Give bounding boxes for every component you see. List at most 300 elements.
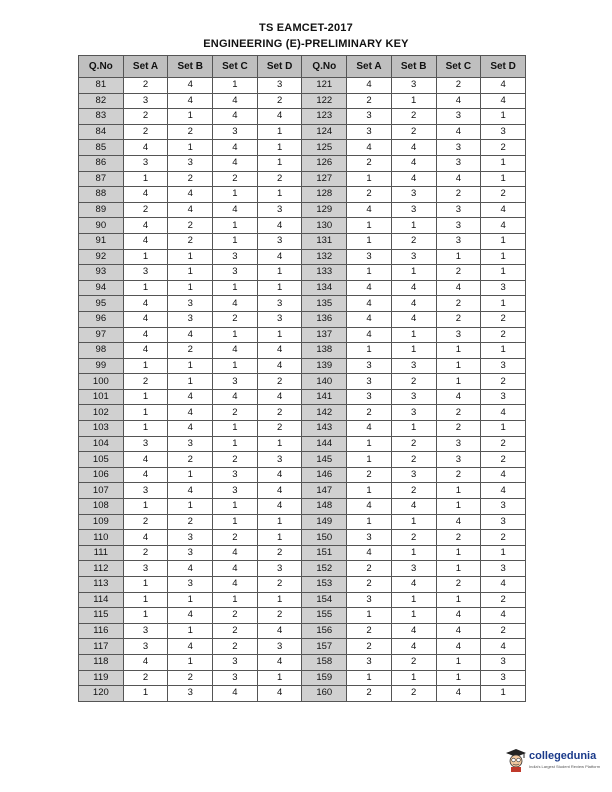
answer-cell: 1 bbox=[213, 280, 258, 296]
question-number-cell: 156 bbox=[302, 623, 347, 639]
table-row bbox=[79, 124, 526, 140]
answer-cell: 1 bbox=[391, 608, 436, 624]
answer-cell: 1 bbox=[436, 592, 481, 608]
table-row bbox=[79, 187, 526, 203]
answer-cell: 1 bbox=[391, 265, 436, 281]
question-number-cell: 157 bbox=[302, 639, 347, 655]
table-row bbox=[79, 623, 526, 639]
answer-cell: 4 bbox=[347, 545, 392, 561]
answer-cell: 4 bbox=[213, 561, 258, 577]
answer-cell: 2 bbox=[257, 171, 302, 187]
answer-cell: 3 bbox=[168, 545, 213, 561]
answer-cell: 1 bbox=[123, 499, 168, 515]
question-number-cell: 139 bbox=[302, 358, 347, 374]
question-number-cell: 113 bbox=[79, 577, 124, 593]
answer-cell: 4 bbox=[257, 499, 302, 515]
document-title: TS EAMCET-2017 bbox=[259, 22, 353, 34]
table-row bbox=[79, 358, 526, 374]
answer-cell: 1 bbox=[347, 171, 392, 187]
answer-cell: 1 bbox=[213, 187, 258, 203]
answer-cell: 1 bbox=[481, 249, 526, 265]
answer-cell: 2 bbox=[123, 124, 168, 140]
table-row bbox=[79, 343, 526, 359]
answer-cell: 4 bbox=[391, 296, 436, 312]
answer-cell: 1 bbox=[168, 499, 213, 515]
answer-cell: 4 bbox=[347, 140, 392, 156]
answer-cell: 4 bbox=[481, 577, 526, 593]
answer-cell: 2 bbox=[436, 187, 481, 203]
table-row bbox=[79, 327, 526, 343]
answer-cell: 3 bbox=[391, 358, 436, 374]
question-number-cell: 150 bbox=[302, 530, 347, 546]
answer-cell: 1 bbox=[347, 483, 392, 499]
question-number-cell: 136 bbox=[302, 311, 347, 327]
answer-cell: 3 bbox=[347, 109, 392, 125]
answer-cell: 2 bbox=[436, 265, 481, 281]
answer-cell: 3 bbox=[213, 249, 258, 265]
answer-cell: 2 bbox=[391, 530, 436, 546]
question-number-cell: 126 bbox=[302, 155, 347, 171]
question-number-cell: 118 bbox=[79, 654, 124, 670]
answer-cell: 1 bbox=[257, 327, 302, 343]
answer-cell: 1 bbox=[168, 654, 213, 670]
answer-cell: 4 bbox=[168, 561, 213, 577]
answer-cell: 2 bbox=[481, 436, 526, 452]
answer-cell: 1 bbox=[257, 530, 302, 546]
answer-cell: 3 bbox=[123, 561, 168, 577]
answer-cell: 4 bbox=[168, 78, 213, 94]
answer-cell: 4 bbox=[347, 311, 392, 327]
answer-cell: 2 bbox=[436, 467, 481, 483]
answer-cell: 1 bbox=[257, 514, 302, 530]
question-number-cell: 103 bbox=[79, 421, 124, 437]
column-header: Q.No bbox=[79, 56, 124, 78]
answer-cell: 4 bbox=[436, 389, 481, 405]
question-number-cell: 84 bbox=[79, 124, 124, 140]
question-number-cell: 137 bbox=[302, 327, 347, 343]
answer-cell: 1 bbox=[123, 608, 168, 624]
answer-cell: 3 bbox=[481, 124, 526, 140]
answer-cell: 4 bbox=[123, 233, 168, 249]
question-number-cell: 111 bbox=[79, 545, 124, 561]
answer-cell: 1 bbox=[436, 483, 481, 499]
answer-cell: 1 bbox=[347, 436, 392, 452]
table-row bbox=[79, 561, 526, 577]
question-number-cell: 88 bbox=[79, 187, 124, 203]
answer-cell: 3 bbox=[347, 389, 392, 405]
question-number-cell: 82 bbox=[79, 93, 124, 109]
answer-cell: 2 bbox=[481, 374, 526, 390]
answer-cell: 2 bbox=[257, 577, 302, 593]
answer-cell: 4 bbox=[213, 202, 258, 218]
answer-cell: 3 bbox=[481, 280, 526, 296]
answer-cell: 3 bbox=[481, 358, 526, 374]
question-number-cell: 119 bbox=[79, 670, 124, 686]
answer-cell: 3 bbox=[213, 265, 258, 281]
answer-cell: 1 bbox=[481, 171, 526, 187]
answer-cell: 4 bbox=[391, 140, 436, 156]
answer-cell: 1 bbox=[257, 187, 302, 203]
answer-cell: 3 bbox=[257, 296, 302, 312]
answer-cell: 3 bbox=[481, 670, 526, 686]
table-row bbox=[79, 249, 526, 265]
answer-cell: 3 bbox=[347, 124, 392, 140]
answer-cell: 4 bbox=[347, 421, 392, 437]
answer-cell: 3 bbox=[347, 592, 392, 608]
answer-cell: 1 bbox=[168, 140, 213, 156]
question-number-cell: 148 bbox=[302, 499, 347, 515]
answer-cell: 3 bbox=[257, 561, 302, 577]
answer-cell: 4 bbox=[123, 311, 168, 327]
answer-cell: 4 bbox=[213, 389, 258, 405]
answer-cell: 4 bbox=[123, 452, 168, 468]
answer-cell: 1 bbox=[123, 592, 168, 608]
column-header: Set A bbox=[347, 56, 392, 78]
question-number-cell: 160 bbox=[302, 686, 347, 702]
answer-cell: 1 bbox=[213, 592, 258, 608]
answer-cell: 4 bbox=[257, 483, 302, 499]
answer-cell: 3 bbox=[436, 218, 481, 234]
answer-cell: 3 bbox=[481, 499, 526, 515]
answer-cell: 2 bbox=[168, 343, 213, 359]
question-number-cell: 129 bbox=[302, 202, 347, 218]
answer-cell: 2 bbox=[347, 187, 392, 203]
answer-cell: 2 bbox=[436, 78, 481, 94]
answer-cell: 4 bbox=[257, 109, 302, 125]
answer-cell: 1 bbox=[213, 218, 258, 234]
answer-cell: 4 bbox=[123, 467, 168, 483]
table-row bbox=[79, 421, 526, 437]
answer-cell: 2 bbox=[481, 592, 526, 608]
answer-cell: 3 bbox=[391, 249, 436, 265]
answer-cell: 3 bbox=[257, 639, 302, 655]
table-row bbox=[79, 93, 526, 109]
answer-cell: 1 bbox=[123, 358, 168, 374]
table-row bbox=[79, 202, 526, 218]
answer-cell: 2 bbox=[347, 405, 392, 421]
answer-cell: 1 bbox=[481, 545, 526, 561]
answer-cell: 3 bbox=[168, 155, 213, 171]
question-number-cell: 95 bbox=[79, 296, 124, 312]
question-number-cell: 140 bbox=[302, 374, 347, 390]
answer-cell: 4 bbox=[257, 358, 302, 374]
table-row bbox=[79, 514, 526, 530]
answer-cell: 2 bbox=[123, 514, 168, 530]
answer-cell: 4 bbox=[257, 686, 302, 702]
answer-cell: 2 bbox=[257, 545, 302, 561]
answer-cell: 2 bbox=[436, 577, 481, 593]
table-row bbox=[79, 140, 526, 156]
answer-cell: 1 bbox=[257, 155, 302, 171]
table-row bbox=[79, 545, 526, 561]
answer-cell: 3 bbox=[213, 483, 258, 499]
question-number-cell: 154 bbox=[302, 592, 347, 608]
question-number-cell: 131 bbox=[302, 233, 347, 249]
table-row bbox=[79, 452, 526, 468]
answer-cell: 1 bbox=[481, 421, 526, 437]
answer-cell: 4 bbox=[481, 202, 526, 218]
answer-cell: 3 bbox=[168, 530, 213, 546]
answer-cell: 1 bbox=[213, 327, 258, 343]
answer-cell: 4 bbox=[347, 78, 392, 94]
answer-cell: 3 bbox=[123, 623, 168, 639]
answer-cell: 3 bbox=[213, 654, 258, 670]
question-number-cell: 159 bbox=[302, 670, 347, 686]
answer-cell: 4 bbox=[391, 639, 436, 655]
answer-cell: 1 bbox=[481, 296, 526, 312]
answer-cell: 3 bbox=[436, 155, 481, 171]
answer-cell: 2 bbox=[436, 530, 481, 546]
answer-cell: 2 bbox=[347, 623, 392, 639]
question-number-cell: 128 bbox=[302, 187, 347, 203]
answer-cell: 4 bbox=[436, 514, 481, 530]
answer-cell: 4 bbox=[436, 639, 481, 655]
answer-cell: 3 bbox=[347, 358, 392, 374]
answer-cell: 1 bbox=[391, 670, 436, 686]
answer-cell: 2 bbox=[347, 686, 392, 702]
answer-cell: 3 bbox=[391, 405, 436, 421]
answer-cell: 2 bbox=[391, 374, 436, 390]
answer-cell: 4 bbox=[436, 623, 481, 639]
answer-cell: 4 bbox=[257, 467, 302, 483]
answer-cell: 4 bbox=[391, 577, 436, 593]
logo-tagline: India's Largest Student Review Platform bbox=[529, 764, 601, 769]
answer-cell: 4 bbox=[123, 530, 168, 546]
question-number-cell: 121 bbox=[302, 78, 347, 94]
answer-cell: 3 bbox=[436, 327, 481, 343]
answer-cell: 2 bbox=[436, 421, 481, 437]
logo-wordmark: collegedunia bbox=[529, 750, 597, 762]
answer-cell: 1 bbox=[257, 280, 302, 296]
answer-cell: 3 bbox=[168, 296, 213, 312]
answer-cell: 2 bbox=[213, 530, 258, 546]
answer-cell: 1 bbox=[436, 654, 481, 670]
answer-cell: 2 bbox=[123, 545, 168, 561]
answer-cell: 4 bbox=[168, 421, 213, 437]
answer-cell: 2 bbox=[481, 530, 526, 546]
question-number-cell: 123 bbox=[302, 109, 347, 125]
answer-cell: 4 bbox=[481, 78, 526, 94]
document-subtitle: ENGINEERING (E)-PRELIMINARY KEY bbox=[203, 38, 409, 50]
table-row bbox=[79, 467, 526, 483]
table-row bbox=[79, 280, 526, 296]
answer-cell: 2 bbox=[168, 233, 213, 249]
question-number-cell: 117 bbox=[79, 639, 124, 655]
answer-cell: 3 bbox=[123, 93, 168, 109]
question-number-cell: 96 bbox=[79, 311, 124, 327]
answer-cell: 3 bbox=[347, 530, 392, 546]
answer-cell: 3 bbox=[213, 374, 258, 390]
answer-cell: 4 bbox=[436, 124, 481, 140]
answer-cell: 2 bbox=[213, 452, 258, 468]
answer-cell: 4 bbox=[481, 467, 526, 483]
answer-cell: 4 bbox=[213, 93, 258, 109]
answer-cell: 4 bbox=[257, 623, 302, 639]
question-number-cell: 90 bbox=[79, 218, 124, 234]
answer-cell: 4 bbox=[391, 499, 436, 515]
collegedunia-logo bbox=[505, 747, 612, 777]
answer-cell: 4 bbox=[391, 171, 436, 187]
question-number-cell: 114 bbox=[79, 592, 124, 608]
answer-cell: 4 bbox=[123, 140, 168, 156]
answer-cell: 1 bbox=[168, 374, 213, 390]
table-row bbox=[79, 218, 526, 234]
table-row bbox=[79, 592, 526, 608]
question-number-cell: 104 bbox=[79, 436, 124, 452]
answer-cell: 3 bbox=[213, 124, 258, 140]
answer-cell: 2 bbox=[436, 311, 481, 327]
answer-cell: 1 bbox=[257, 124, 302, 140]
table-row bbox=[79, 389, 526, 405]
answer-cell: 1 bbox=[123, 686, 168, 702]
answer-cell: 4 bbox=[481, 608, 526, 624]
answer-cell: 2 bbox=[481, 311, 526, 327]
answer-cell: 2 bbox=[168, 670, 213, 686]
table-row bbox=[79, 686, 526, 702]
answer-cell: 3 bbox=[123, 436, 168, 452]
answer-cell: 2 bbox=[168, 452, 213, 468]
answer-cell: 3 bbox=[257, 202, 302, 218]
answer-cell: 3 bbox=[257, 233, 302, 249]
answer-cell: 1 bbox=[436, 670, 481, 686]
answer-cell: 3 bbox=[347, 249, 392, 265]
answer-cell: 2 bbox=[123, 374, 168, 390]
answer-cell: 3 bbox=[123, 265, 168, 281]
answer-cell: 1 bbox=[436, 358, 481, 374]
answer-cell: 1 bbox=[168, 280, 213, 296]
table-row bbox=[79, 78, 526, 94]
answer-cell: 1 bbox=[436, 374, 481, 390]
answer-cell: 3 bbox=[391, 202, 436, 218]
answer-cell: 2 bbox=[481, 452, 526, 468]
answer-cell: 3 bbox=[168, 436, 213, 452]
table-row bbox=[79, 265, 526, 281]
answer-cell: 1 bbox=[347, 233, 392, 249]
answer-cell: 1 bbox=[347, 452, 392, 468]
question-number-cell: 89 bbox=[79, 202, 124, 218]
answer-cell: 4 bbox=[347, 280, 392, 296]
question-number-cell: 110 bbox=[79, 530, 124, 546]
answer-cell: 1 bbox=[213, 421, 258, 437]
answer-cell: 2 bbox=[481, 327, 526, 343]
question-number-cell: 135 bbox=[302, 296, 347, 312]
answer-cell: 2 bbox=[391, 233, 436, 249]
answer-cell: 2 bbox=[436, 296, 481, 312]
answer-cell: 3 bbox=[391, 78, 436, 94]
answer-cell: 1 bbox=[257, 265, 302, 281]
answer-cell: 4 bbox=[391, 623, 436, 639]
answer-cell: 1 bbox=[257, 140, 302, 156]
answer-cell: 2 bbox=[391, 109, 436, 125]
answer-cell: 1 bbox=[391, 421, 436, 437]
answer-cell: 4 bbox=[168, 93, 213, 109]
answer-cell: 3 bbox=[436, 452, 481, 468]
question-number-cell: 91 bbox=[79, 233, 124, 249]
answer-cell: 4 bbox=[436, 93, 481, 109]
answer-cell: 3 bbox=[391, 467, 436, 483]
answer-cell: 1 bbox=[168, 623, 213, 639]
answer-cell: 3 bbox=[123, 483, 168, 499]
question-number-cell: 81 bbox=[79, 78, 124, 94]
table-row bbox=[79, 483, 526, 499]
table-row bbox=[79, 296, 526, 312]
question-number-cell: 141 bbox=[302, 389, 347, 405]
answer-cell: 4 bbox=[213, 686, 258, 702]
answer-cell: 1 bbox=[347, 265, 392, 281]
answer-cell: 4 bbox=[168, 327, 213, 343]
question-number-cell: 86 bbox=[79, 155, 124, 171]
answer-cell: 1 bbox=[391, 93, 436, 109]
question-number-cell: 158 bbox=[302, 654, 347, 670]
answer-cell: 1 bbox=[481, 109, 526, 125]
answer-cell: 4 bbox=[391, 280, 436, 296]
answer-cell: 1 bbox=[391, 514, 436, 530]
answer-cell: 3 bbox=[168, 311, 213, 327]
answer-cell: 2 bbox=[481, 623, 526, 639]
answer-cell: 4 bbox=[123, 654, 168, 670]
answer-cell: 3 bbox=[481, 561, 526, 577]
question-number-cell: 83 bbox=[79, 109, 124, 125]
question-number-cell: 105 bbox=[79, 452, 124, 468]
question-number-cell: 101 bbox=[79, 389, 124, 405]
answer-cell: 4 bbox=[257, 654, 302, 670]
question-number-cell: 143 bbox=[302, 421, 347, 437]
table-row bbox=[79, 654, 526, 670]
answer-cell: 3 bbox=[436, 436, 481, 452]
answer-cell: 1 bbox=[481, 343, 526, 359]
answer-cell: 2 bbox=[213, 171, 258, 187]
answer-cell: 2 bbox=[257, 421, 302, 437]
answer-cell: 4 bbox=[123, 187, 168, 203]
answer-cell: 2 bbox=[213, 608, 258, 624]
answer-cell: 1 bbox=[436, 545, 481, 561]
answer-cell: 4 bbox=[123, 327, 168, 343]
answer-cell: 4 bbox=[347, 499, 392, 515]
answer-cell: 4 bbox=[168, 483, 213, 499]
table-header-row bbox=[79, 56, 526, 78]
answer-cell: 4 bbox=[213, 109, 258, 125]
answer-cell: 1 bbox=[123, 249, 168, 265]
question-number-cell: 97 bbox=[79, 327, 124, 343]
answer-cell: 3 bbox=[168, 577, 213, 593]
answer-cell: 2 bbox=[123, 202, 168, 218]
answer-cell: 1 bbox=[481, 265, 526, 281]
answer-cell: 3 bbox=[123, 155, 168, 171]
answer-cell: 1 bbox=[123, 171, 168, 187]
question-number-cell: 133 bbox=[302, 265, 347, 281]
answer-cell: 2 bbox=[391, 436, 436, 452]
answer-cell: 3 bbox=[257, 452, 302, 468]
answer-cell: 4 bbox=[213, 343, 258, 359]
answer-cell: 1 bbox=[123, 280, 168, 296]
answer-cell: 2 bbox=[123, 109, 168, 125]
answer-cell: 3 bbox=[391, 389, 436, 405]
answer-cell: 1 bbox=[436, 499, 481, 515]
answer-cell: 4 bbox=[213, 155, 258, 171]
answer-cell: 1 bbox=[481, 233, 526, 249]
question-number-cell: 108 bbox=[79, 499, 124, 515]
answer-cell: 2 bbox=[168, 218, 213, 234]
answer-cell: 1 bbox=[436, 561, 481, 577]
answer-cell: 2 bbox=[257, 93, 302, 109]
column-header: Set B bbox=[168, 56, 213, 78]
answer-cell: 3 bbox=[257, 311, 302, 327]
question-number-cell: 109 bbox=[79, 514, 124, 530]
answer-cell: 1 bbox=[391, 327, 436, 343]
question-number-cell: 147 bbox=[302, 483, 347, 499]
question-number-cell: 99 bbox=[79, 358, 124, 374]
question-number-cell: 130 bbox=[302, 218, 347, 234]
